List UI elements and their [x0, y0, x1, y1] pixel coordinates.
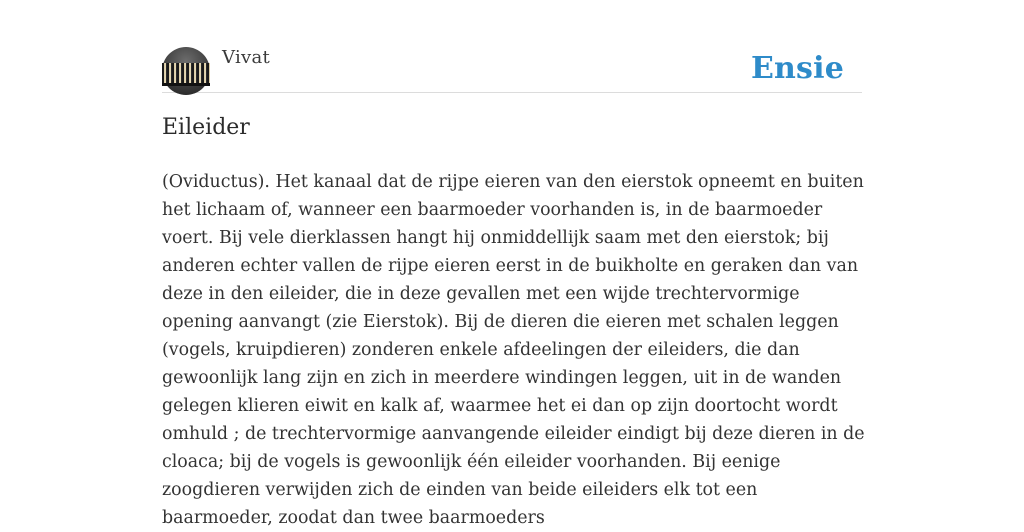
page-header	[162, 46, 862, 93]
author-name[interactable]: Vivat	[222, 47, 271, 68]
author-avatar[interactable]	[162, 47, 210, 95]
article-body: (Oviductus). Het kanaal dat de rijpe eieren van den eierstok opneemt en buiten het lichaam of, wanneer een baarmoeder voorhanden is, in de baarmoeder voert. Bij vele dierklassen hangt hij onmiddellijk saam met den eierstok; bij anderen echter vallen de rijpe eieren eerst in de buikholte en geraken dan van deze in den eileider, die in deze gevallen met een wijde trechtervormige opening aanvangt (zie Eierstok). Bij de dieren die eieren met schalen leggen (vogels, kruipdieren) zonderen enkele afdeelingen der eileiders, die dan gewoonlijk lang zijn en zich in meerdere windingen leggen, uit in de wanden gelegen klieren eiwit en kalk af, waarmee het ei dan op zijn doortocht wordt omhuld ; de trechtervormige aanvangende eileider eindigt bij deze dieren in de cloaca; bij de vogels is gewoonlijk één eileider voorhanden. Bij eenige zoogdieren verwijden zich de einden van beide eileiders elk tot een baarmoeder, zoodat dan twee baarmoeders	[162, 172, 865, 528]
bookshelf-avatar-icon	[162, 63, 210, 83]
shelf-line	[162, 83, 210, 86]
site-logo[interactable]: Ensie	[750, 51, 844, 86]
article-title: Eileider	[162, 115, 250, 140]
